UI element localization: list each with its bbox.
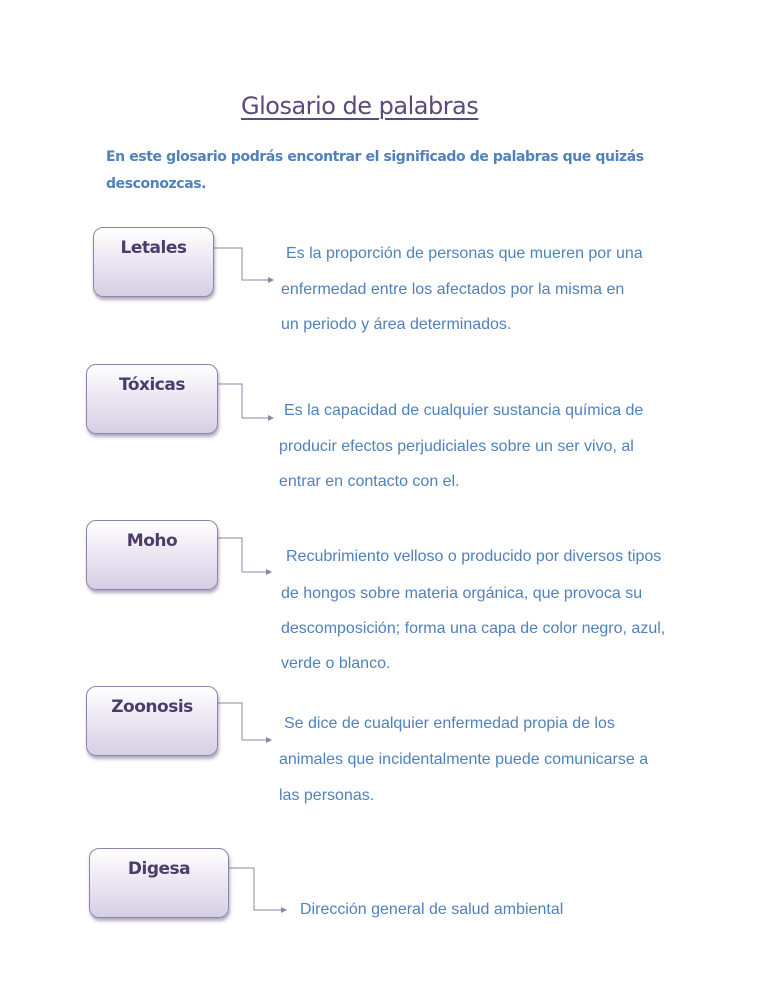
term-box-zoonosis [86, 686, 218, 756]
term-label: Moho [126, 531, 178, 551]
term-box-letales [93, 227, 214, 297]
definition-line: Dirección general de salud ambiental [300, 901, 564, 918]
definition-line: animales que incidentalmente puede comunicarse a [279, 751, 649, 768]
page-title: Glosario de palabras [241, 92, 479, 120]
definition-line: Es la proporción de personas que mueren por una [286, 245, 643, 262]
term-label: Digesa [127, 859, 191, 879]
definition-line: producir efectos perjudiciales sobre un ser vivo, al [279, 438, 634, 455]
definition-line: Se dice de cualquier enfermedad propia de los [284, 715, 615, 732]
definition-line: Es la capacidad de cualquier sustancia química de [284, 402, 644, 419]
definition-line: un periodo y área determinados. [281, 316, 512, 333]
term-label: Letales [120, 238, 187, 258]
connector-arrow [217, 384, 270, 418]
term-box-digesa [89, 848, 229, 918]
definition-line: verde o blanco. [281, 655, 391, 672]
connector-arrow [217, 538, 268, 572]
definition-line: entrar en contacto con el. [279, 473, 460, 490]
term-box-moho [86, 520, 218, 590]
definition-line: de hongos sobre materia orgánica, que provoca su [281, 585, 643, 602]
definition-line: descomposición; forma una capa de color negro, azul, [281, 620, 666, 637]
connector-arrow [228, 868, 283, 910]
definition-line: Recubrimiento velloso o producido por diversos tipos [286, 548, 662, 565]
term-box-toxicas [86, 364, 218, 434]
definition-line: las personas. [279, 787, 375, 804]
term-label: Tóxicas [119, 375, 185, 395]
connector-arrow [213, 248, 270, 280]
term-label: Zoonosis [111, 697, 193, 717]
definition-line: enfermedad entre los afectados por la misma en [281, 281, 625, 298]
intro-text: En este glosario podrás encontrar el significado de palabras que quizás desconozcas. [106, 149, 644, 192]
connector-arrow [217, 703, 268, 740]
